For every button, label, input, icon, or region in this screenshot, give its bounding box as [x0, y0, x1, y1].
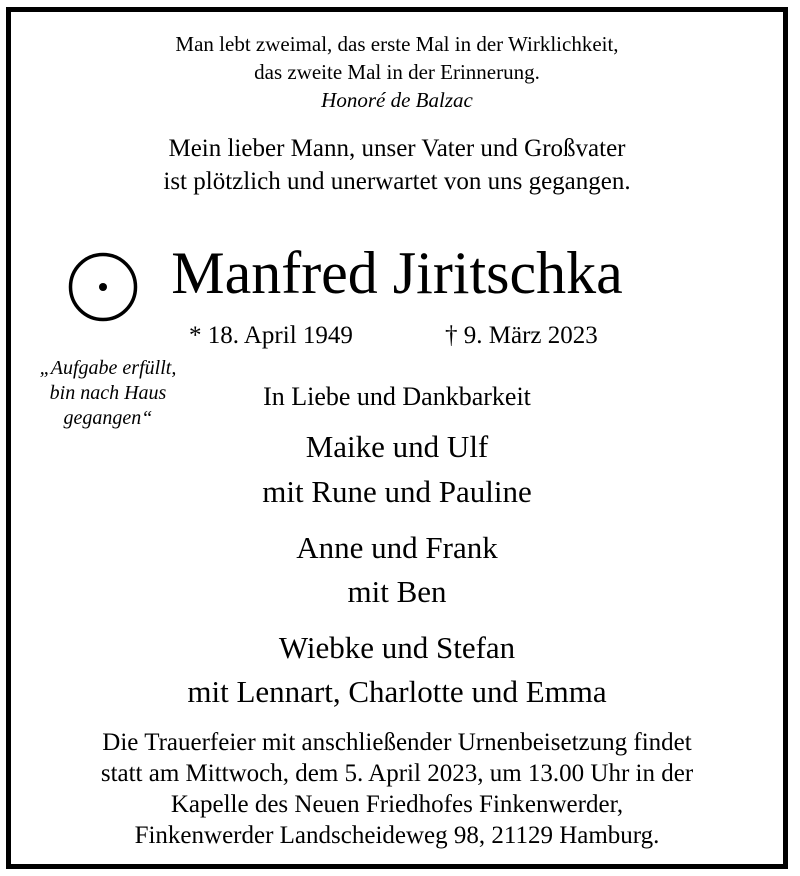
intro-line-1: Mein lieber Mann, unser Vater und Großvater [168, 135, 626, 162]
mourner-group-3-line-1: Wiebke und Stefan [278, 630, 516, 665]
mourner-group-1-line-1: Maike und Ulf [305, 429, 489, 464]
motto-line-2: bin nach Haus [49, 382, 167, 404]
service-line-4: Finkenwerder Landscheideweg 98, 21129 Hamburg. [134, 822, 660, 849]
deceased-name: Manfred Jiritschka [171, 240, 623, 306]
quote-line-2: das zweite Mal in der Erinnerung. [254, 60, 540, 84]
service-line-2: statt am Mittwoch, dem 5. April 2023, um 13.00 Uhr in der [100, 760, 694, 787]
mourner-group-2-line-2: mit Ben [347, 574, 447, 609]
quote-author: Honoré de Balzac [321, 88, 473, 112]
mourner-group-3-line-2: mit Lennart, Charlotte und Emma [187, 674, 607, 709]
gratitude-line: In Liebe und Dankbarkeit [263, 382, 531, 411]
service-line-3: Kapelle des Neuen Friedhofes Finkenwerder, [170, 791, 624, 818]
mourner-group-1-line-2: mit Rune und Pauline [262, 474, 532, 509]
death-date: † 9. März 2023 [445, 322, 598, 349]
quote-line-1: Man lebt zweimal, das erste Mal in der Wirklichkeit, [175, 32, 619, 56]
birth-date: * 18. April 1949 [189, 322, 353, 349]
mourner-group-2-line-1: Anne und Frank [296, 530, 498, 565]
motto-line-1: „Aufgabe erfüllt, [39, 357, 177, 379]
obituary-notice [6, 7, 788, 869]
service-line-1: Die Trauerfeier mit anschließender Urnenbeisetzung findet [102, 729, 692, 756]
motto-line-3: gegangen“ [63, 407, 153, 429]
intro-line-2: ist plötzlich und unerwartet von uns gegangen. [163, 168, 631, 195]
